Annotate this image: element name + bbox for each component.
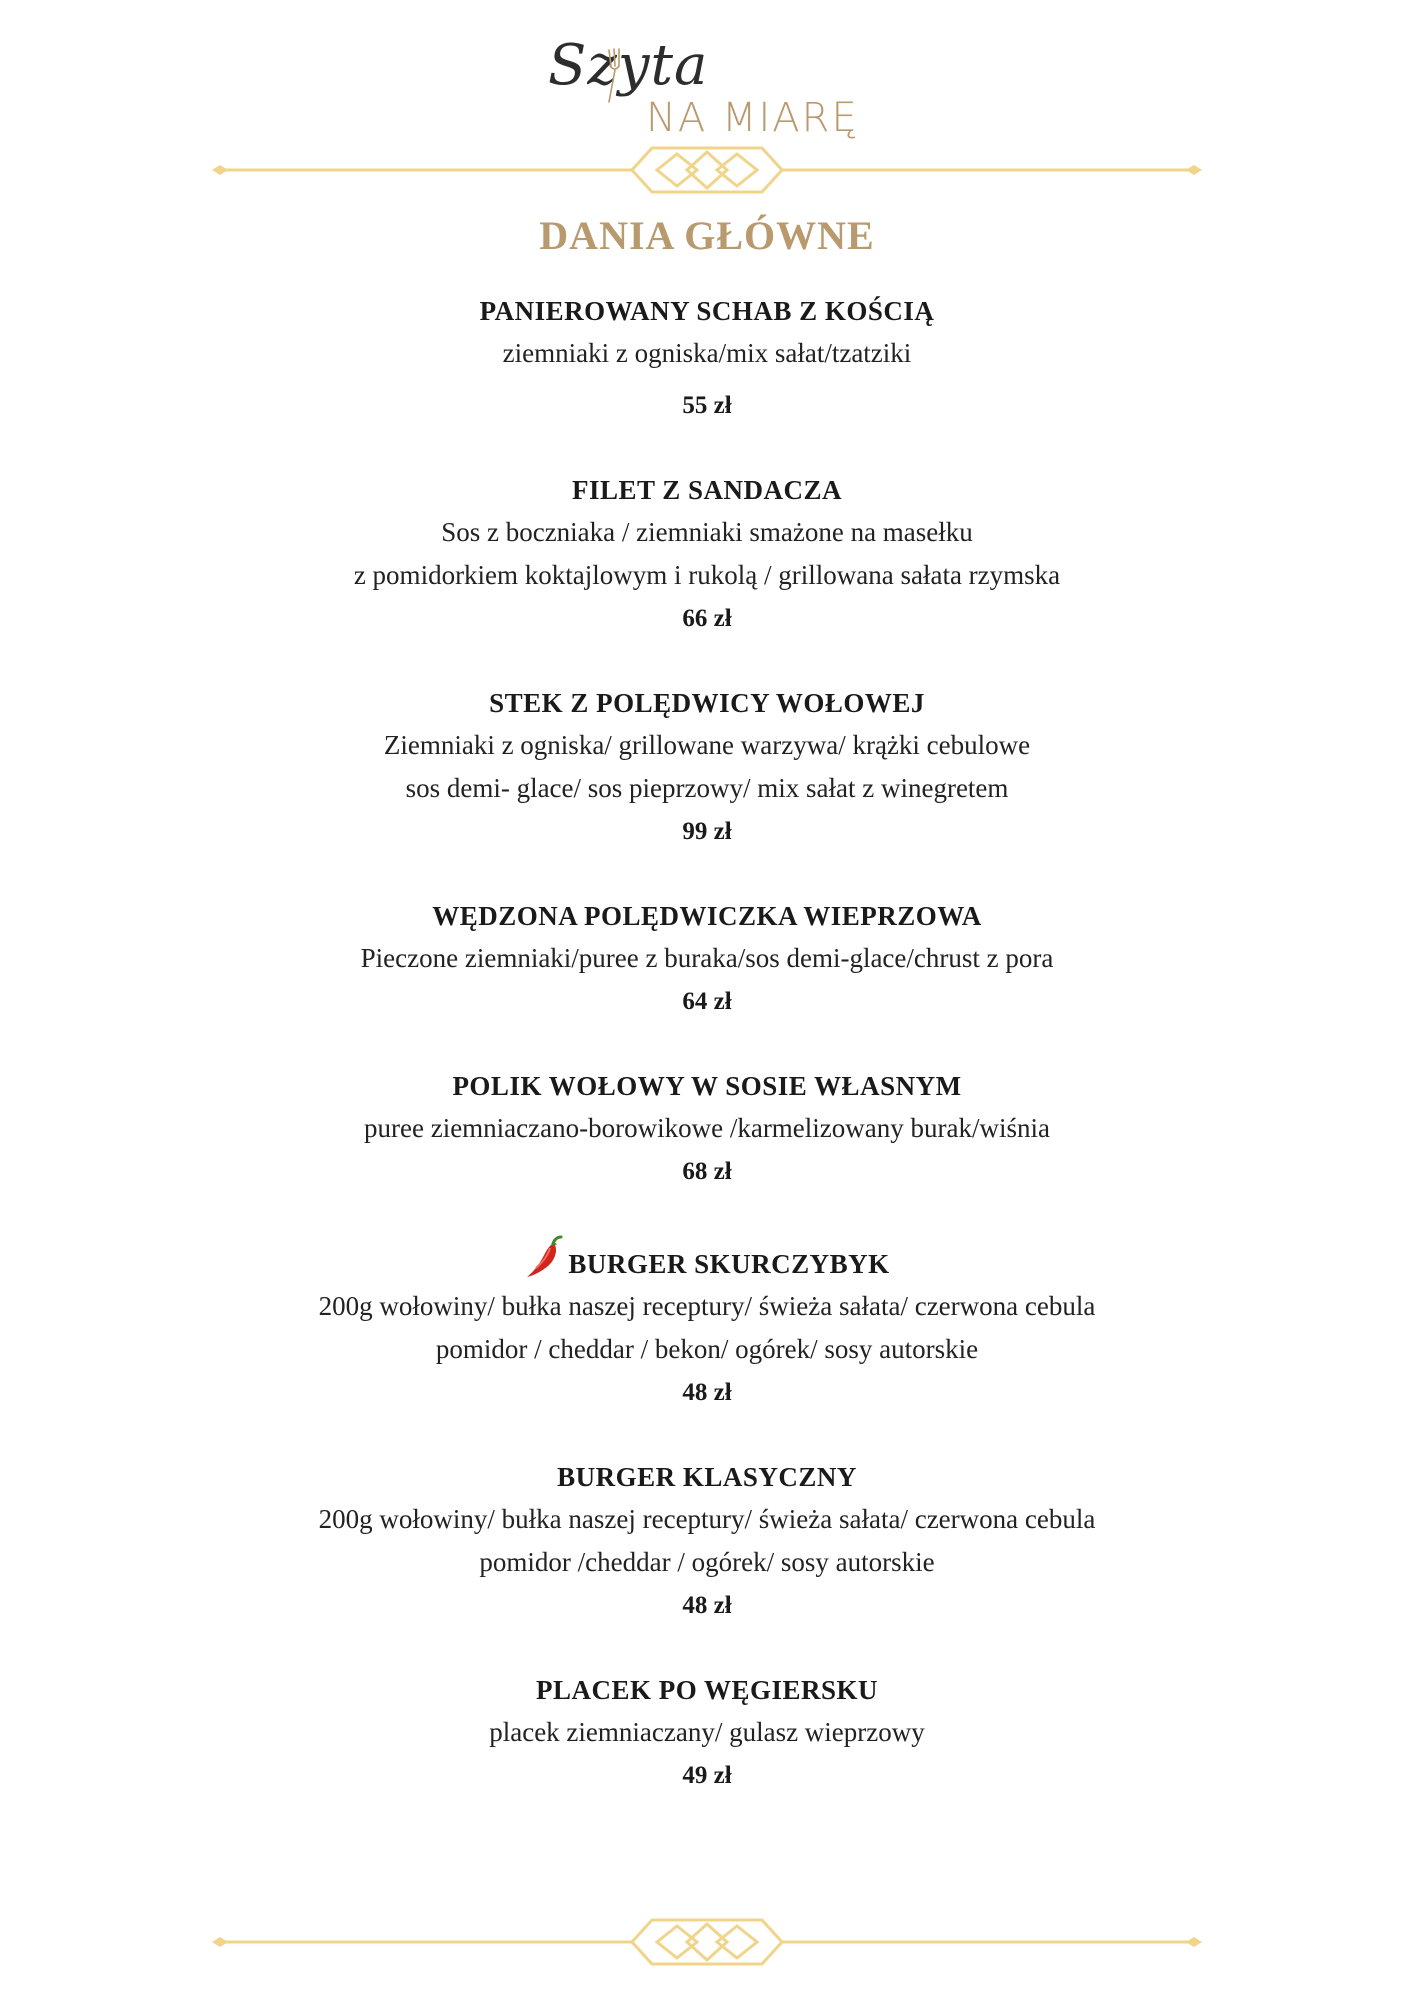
dish-description: pomidor / cheddar / bekon/ ogórek/ sosy autorskie: [435, 1334, 979, 1364]
dish-name: POLIK WOŁOWY W SOSIE WŁASNYM: [452, 1071, 962, 1101]
dish-description: sos demi- glace/ sos pieprzowy/ mix sałat z winegretem: [405, 773, 1009, 803]
dish-description: puree ziemniaczano-borowikowe /karmelizowany burak/wiśnia: [364, 1113, 1050, 1143]
dish-name: FILET Z SANDACZA: [571, 475, 843, 505]
logo-script-text: Szyta: [548, 33, 709, 98]
dish-price: 55 zł: [682, 392, 732, 419]
menu-item: [0, 682, 1414, 854]
dish-description: z pomidorkiem koktajlowym i rukolą / grillowana sałata rzymska: [353, 560, 1061, 590]
dish-description: ziemniaki z ogniska/mix sałat/tzatziki: [502, 338, 912, 368]
dish-description: 200g wołowiny/ bułka naszej receptury/ świeża sałata/ czerwona cebula: [318, 1504, 1096, 1534]
restaurant-logo: [548, 33, 878, 148]
chili-pepper-icon: [524, 1235, 564, 1279]
ornament-divider-bottom: [212, 1912, 1202, 1972]
menu-item: [0, 895, 1414, 1024]
dish-description: 200g wołowiny/ bułka naszej receptury/ świeża sałata/ czerwona cebula: [318, 1291, 1096, 1321]
dish-price: 66 zł: [682, 605, 732, 632]
dish-description: placek ziemniaczany/ gulasz wieprzowy: [489, 1717, 925, 1747]
menu-item: [0, 290, 1414, 428]
menu-item: [0, 1456, 1414, 1628]
menu-item: [0, 1235, 1414, 1415]
dish-price: 49 zł: [682, 1762, 732, 1789]
dish-name: PANIEROWANY SCHAB Z KOŚCIĄ: [479, 296, 935, 326]
dish-description: Sos z boczniaka / ziemniaki smażone na masełku: [441, 517, 973, 547]
dish-name: WĘDZONA POLĘDWICZKA WIEPRZOWA: [432, 901, 982, 931]
fork-icon: [600, 46, 630, 106]
dish-price: 48 zł: [682, 1379, 732, 1406]
dish-description: Pieczone ziemniaki/puree z buraka/sos demi-glace/chrust z pora: [360, 943, 1054, 973]
dish-name: PLACEK PO WĘGIERSKU: [535, 1675, 879, 1705]
menu-item: [0, 1065, 1414, 1194]
menu-item: [0, 469, 1414, 641]
logo-caps-text: NA MIARĘ: [646, 95, 859, 141]
section-title: DANIA GŁÓWNE: [539, 213, 875, 258]
dish-price: 68 zł: [682, 1158, 732, 1185]
dish-price: 99 zł: [682, 818, 732, 845]
dish-name: BURGER SKURCZYBYK: [568, 1249, 890, 1279]
dish-name: BURGER KLASYCZNY: [557, 1462, 857, 1492]
ornament-divider-top: [212, 140, 1202, 200]
menu-list: [0, 290, 1414, 1798]
dish-name: STEK Z POLĘDWICY WOŁOWEJ: [489, 688, 925, 718]
dish-description: pomidor /cheddar / ogórek/ sosy autorskie: [479, 1547, 935, 1577]
menu-item: [0, 1669, 1414, 1798]
dish-description: Ziemniaki z ogniska/ grillowane warzywa/ krążki cebulowe: [383, 730, 1031, 760]
dish-price: 64 zł: [682, 988, 732, 1015]
dish-price: 48 zł: [682, 1592, 732, 1619]
